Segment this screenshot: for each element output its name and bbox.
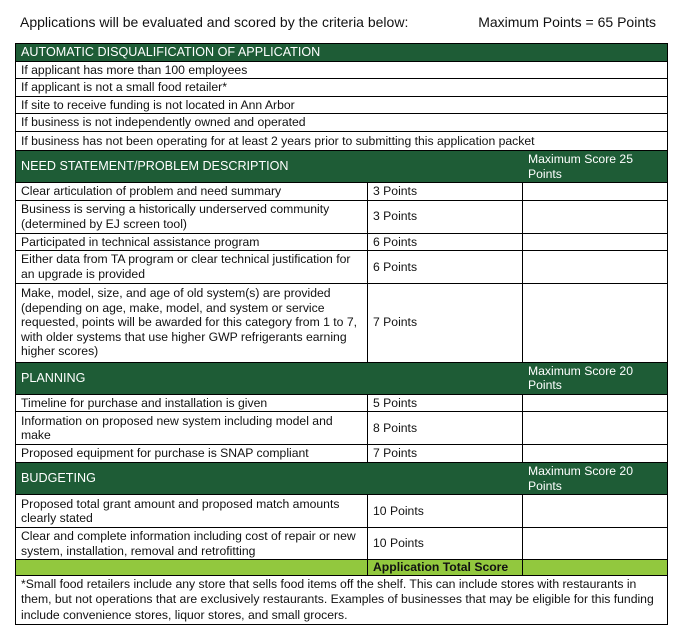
score-cell bbox=[523, 528, 668, 560]
points-cell: 6 Points bbox=[368, 233, 523, 251]
score-cell bbox=[523, 394, 668, 412]
score-cell bbox=[523, 412, 668, 445]
criterion-cell: Proposed total grant amount and proposed match amounts clearly stated bbox=[16, 495, 368, 528]
table-row bbox=[16, 61, 668, 79]
score-cell bbox=[523, 283, 668, 362]
score-cell bbox=[523, 183, 668, 201]
header-spacer bbox=[368, 462, 523, 494]
points-cell: 6 Points bbox=[368, 251, 523, 283]
points-cell: 10 Points bbox=[368, 495, 523, 528]
need-max-score: Maximum Score 25 Points bbox=[523, 150, 668, 182]
criterion-cell: Timeline for purchase and installation is given bbox=[16, 394, 368, 412]
total-score-label: Application Total Score bbox=[368, 560, 523, 576]
criterion-cell: Clear and complete information including cost of repair or new system, installation, removal and retrofitting bbox=[16, 528, 368, 560]
total-score-cell bbox=[523, 560, 668, 576]
planning-header: PLANNING bbox=[16, 362, 368, 394]
criterion-cell: Clear articulation of problem and need summary bbox=[16, 183, 368, 201]
table-row bbox=[16, 183, 668, 201]
budgeting-max-score: Maximum Score 20 Points bbox=[523, 462, 668, 494]
disqualification-item: If applicant has more than 100 employees bbox=[16, 61, 668, 79]
criterion-cell: Participated in technical assistance program bbox=[16, 233, 368, 251]
planning-max-score: Maximum Score 20 Points bbox=[523, 362, 668, 394]
intro-line bbox=[20, 13, 660, 31]
planning-header-row bbox=[16, 362, 668, 394]
intro-text: Applications will be evaluated and scored by the criteria below: bbox=[20, 14, 409, 30]
scoring-criteria-table bbox=[15, 43, 668, 625]
footnote-text: *Small food retailers include any store that sells food items off the shelf. This can include stores with restaurants in them, but not operations that are exclusively restaurants. Examples of businesses that may be eligible for this funding include convenience stores, liquor stores, and small grocers. bbox=[16, 576, 668, 625]
budgeting-header-row bbox=[16, 462, 668, 494]
criterion-cell: Either data from TA program or clear technical justification for an upgrade is provided bbox=[16, 251, 368, 283]
score-cell bbox=[523, 200, 668, 233]
disqualification-item: If business is not independently owned and operated bbox=[16, 114, 668, 132]
maximum-points: Maximum Points = 65 Points bbox=[478, 14, 656, 30]
disqualification-header: AUTOMATIC DISQUALIFICATION OF APPLICATION bbox=[16, 44, 668, 62]
table-row bbox=[16, 394, 668, 412]
points-cell: 5 Points bbox=[368, 394, 523, 412]
total-spacer bbox=[16, 560, 368, 576]
budgeting-header: BUDGETING bbox=[16, 462, 368, 494]
table-row bbox=[16, 233, 668, 251]
table-row bbox=[16, 445, 668, 463]
score-cell bbox=[523, 495, 668, 528]
table-row bbox=[16, 283, 668, 362]
score-cell bbox=[523, 445, 668, 463]
table-row bbox=[16, 114, 668, 132]
criterion-cell: Proposed equipment for purchase is SNAP compliant bbox=[16, 445, 368, 463]
disqualification-item: If site to receive funding is not located in Ann Arbor bbox=[16, 96, 668, 114]
points-cell: 7 Points bbox=[368, 283, 523, 362]
score-cell bbox=[523, 251, 668, 283]
table-row bbox=[16, 131, 668, 150]
need-header-row bbox=[16, 150, 668, 182]
header-spacer bbox=[368, 150, 523, 182]
table-row bbox=[16, 412, 668, 445]
disqualification-item: If business has not been operating for at least 2 years prior to submitting this application packet bbox=[16, 131, 668, 150]
footnote-row bbox=[16, 576, 668, 625]
table-row bbox=[16, 79, 668, 97]
table-row bbox=[16, 495, 668, 528]
points-cell: 3 Points bbox=[368, 183, 523, 201]
criterion-cell: Business is serving a historically underserved community (determined by EJ screen tool) bbox=[16, 200, 368, 233]
need-header: NEED STATEMENT/PROBLEM DESCRIPTION bbox=[16, 150, 368, 182]
disqualification-item: If applicant is not a small food retailer* bbox=[16, 79, 668, 97]
total-score-row bbox=[16, 560, 668, 576]
criterion-cell: Make, model, size, and age of old system(s) are provided (depending on age, make, model, and system or service requested, points will be awarded for this category from 1 to 7, with older systems that use higher GWP refrigerants earning higher scores) bbox=[16, 283, 368, 362]
score-cell bbox=[523, 233, 668, 251]
table-row bbox=[16, 96, 668, 114]
table-row bbox=[16, 251, 668, 283]
table-row bbox=[16, 528, 668, 560]
disqualification-header-row bbox=[16, 44, 668, 62]
points-cell: 8 Points bbox=[368, 412, 523, 445]
points-cell: 7 Points bbox=[368, 445, 523, 463]
header-spacer bbox=[368, 362, 523, 394]
points-cell: 10 Points bbox=[368, 528, 523, 560]
table-row bbox=[16, 200, 668, 233]
points-cell: 3 Points bbox=[368, 200, 523, 233]
criterion-cell: Information on proposed new system including model and make bbox=[16, 412, 368, 445]
